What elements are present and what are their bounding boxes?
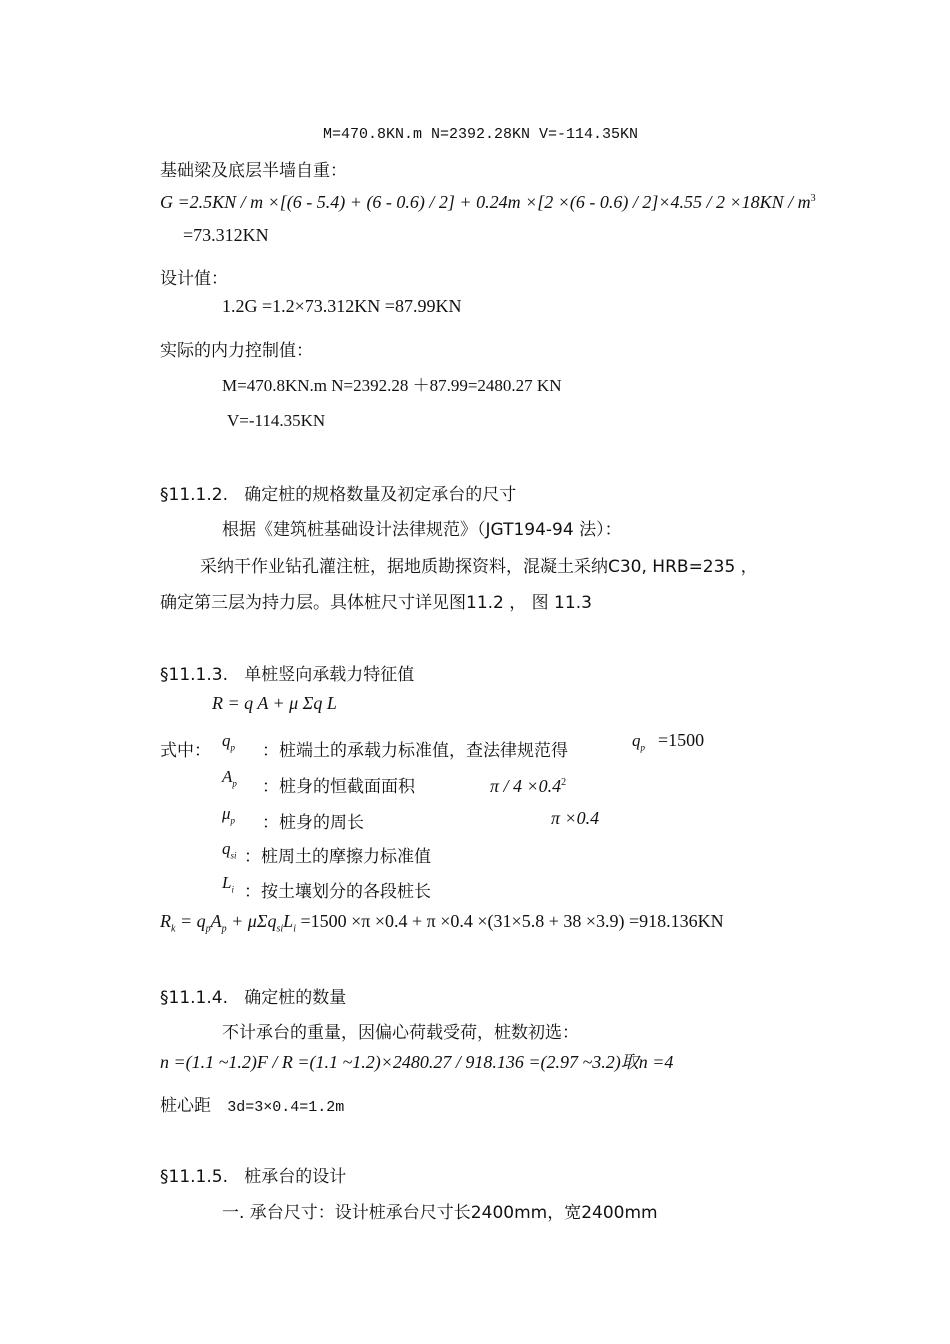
section-heading-11-1-2 xyxy=(160,484,516,506)
cube-exponent: 3 xyxy=(810,193,816,204)
value-qp: =1500 xyxy=(658,730,705,750)
square-exponent: 2 xyxy=(561,777,567,788)
where-label: 式中： xyxy=(160,741,211,761)
symbol-qp-repeat: $q_p$ xyxy=(632,731,645,753)
capacity-result-text: =1500 ×π ×0.4 + π ×0.4 ×(31×5.8 + 38 ×3.9) =918.136KN xyxy=(300,911,724,931)
definition-up: ：桩身的周长 xyxy=(262,813,364,833)
definition-ap: ：桩身的恒截面面积 xyxy=(262,777,415,797)
capacity-result-formula xyxy=(160,910,724,941)
definition-li: ：按土壤划分的各段桩长 xyxy=(244,882,431,902)
definition-qp: ：桩端土的承载力标准值，查法律规范得 xyxy=(262,741,568,761)
actual-control-line-2: V=-114.35KN xyxy=(227,411,326,430)
pile-spacing-value: 3d=3×0.4=1.2m xyxy=(227,1099,345,1116)
section-number: §11.1.5. xyxy=(160,1167,228,1187)
section-number: §11.1.4. xyxy=(160,988,228,1008)
symbol-li: $L_i$ xyxy=(222,873,234,895)
code-reference-paragraph: 根据《建筑桩基础设计法律规范》（JGT194-94 法）： xyxy=(222,520,622,540)
design-value-formula: 1.2G =1.2×73.312KN =87.99KN xyxy=(222,296,462,316)
actual-control-label: 实际的内力控制值： xyxy=(160,341,313,361)
bearing-layer-paragraph: 确定第三层为持力层。具体桩尺寸详见图11.2 ， 图 11.3 xyxy=(160,593,592,613)
section-title: 单桩竖向承载力特征值 xyxy=(244,665,415,685)
section-title: 桩承台的设计 xyxy=(244,1167,347,1187)
section-heading-11-1-3 xyxy=(160,664,414,686)
section-number: §11.1.2. xyxy=(160,485,228,505)
self-weight-formula-text: G =2.5KN / m ×[(6 - 5.4) + (6 - 0.6) / 2] + 0.24m ×[2 ×(6 - 0.6) / 2]×4.55 / 2 ×18KN / m xyxy=(160,192,811,212)
self-weight-result: =73.312KN xyxy=(183,225,269,245)
section-heading-11-1-5 xyxy=(160,1166,346,1188)
value-ap-text: π / 4 ×0.4 xyxy=(490,776,562,796)
definition-qsi: ：桩周土的摩擦力标准值 xyxy=(244,847,431,867)
symbol-ap: $A_p$ xyxy=(222,767,237,789)
pile-type-paragraph: 采纳干作业钻孔灌注桩，据地质勘探资料，混凝土采纳C30, HRB=235 ， xyxy=(200,557,758,577)
cap-dimension-paragraph: 一. 承台尺寸：设计桩承台尺寸长2400mm，宽2400mm xyxy=(222,1203,658,1223)
symbol-qsi: $q_{si}$ xyxy=(222,839,237,861)
design-value-label: 设计值： xyxy=(160,269,228,289)
internal-force-summary: M=470.8KN.m N=2392.28KN V=-114.35KN xyxy=(323,126,639,143)
section-heading-11-1-4 xyxy=(160,987,346,1009)
section-title: 确定桩的数量 xyxy=(244,988,347,1008)
self-weight-label: 基础梁及底层半墙自重： xyxy=(160,161,347,181)
value-ap xyxy=(490,772,566,797)
section-number: §11.1.3. xyxy=(160,665,228,685)
value-up: π ×0.4 xyxy=(551,808,600,828)
pile-count-paragraph: 不计承台的重量，因偏心荷载受荷，桩数初选： xyxy=(222,1023,579,1043)
pile-count-formula: n =(1.1 ~1.2)F / R =(1.1 ~1.2)×2480.27 / 918.136 =(2.97 ~3.2)取n =4 xyxy=(160,1052,674,1072)
section-title: 确定桩的规格数量及初定承台的尺寸 xyxy=(244,485,517,505)
self-weight-formula xyxy=(160,188,816,213)
symbol-up: $\mu_p$ xyxy=(222,804,236,826)
actual-control-line-1: M=470.8KN.m N=2392.28 ＋87.99=2480.27 KN xyxy=(222,376,562,395)
capacity-lhs: $R_k = q_pA_p + \mu\Sigma q_{si}L_i$ xyxy=(160,911,296,935)
symbol-qp: $q_p$ xyxy=(222,731,235,753)
pile-spacing-label: 桩心距 xyxy=(160,1096,211,1116)
pile-spacing-line xyxy=(160,1095,344,1119)
capacity-formula: R = q A + μ Σq L xyxy=(212,693,337,713)
